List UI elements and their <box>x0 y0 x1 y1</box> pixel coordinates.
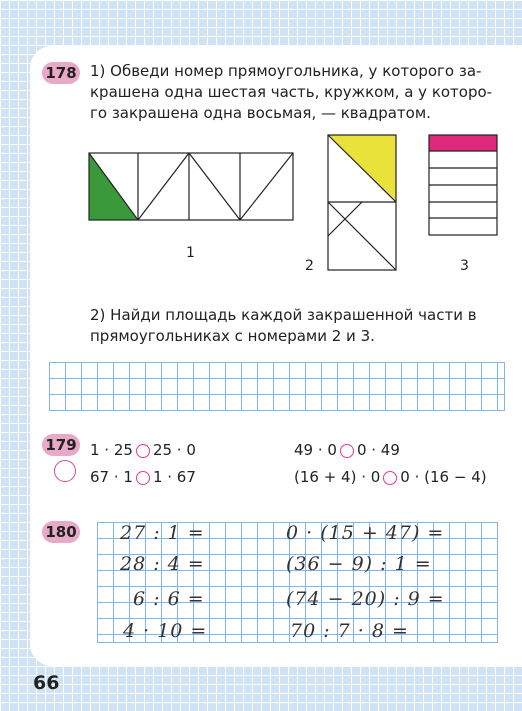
handwritten-expression: 28 : 4 = <box>120 553 205 575</box>
task-text-line: го закрашена одна восьмая, — квадратом. <box>90 104 431 122</box>
rectangle-label: 3 <box>460 258 469 274</box>
handwritten-expression: (36 − 9) : 1 = <box>286 553 432 575</box>
task-number-badge: 179 <box>42 434 80 456</box>
expression: 1 · 25 25 · 0 <box>90 441 196 459</box>
page-number: 66 <box>33 672 60 694</box>
expression: (16 + 4) · 0 0 · (16 − 4) <box>294 468 487 486</box>
expression: 49 · 0 0 · 49 <box>294 441 400 459</box>
rectangle-label: 1 <box>186 245 195 261</box>
task-number-badge: 178 <box>42 62 80 84</box>
task-number-badge: 180 <box>42 521 80 543</box>
rectangle-label: 2 <box>305 258 314 274</box>
task-text-line: 2) Найди площадь каждой закрашенной части в <box>90 306 477 324</box>
handwritten-expression: 70 : 7 · 8 = <box>290 620 409 642</box>
task-text-line: 1) Обведи номер прямоугольника, у которого за- <box>90 62 482 80</box>
pencil-icon <box>54 460 76 482</box>
handwritten-expression: 27 : 1 = <box>120 522 205 544</box>
handwritten-expression: 6 : 6 = <box>133 588 205 610</box>
answer-grid <box>49 362 505 411</box>
rectangle-3-figure <box>428 134 498 237</box>
handwritten-expression: (74 − 20) : 9 = <box>286 588 445 610</box>
expression: 67 · 1 1 · 67 <box>90 468 196 486</box>
rectangle-1-figure <box>88 152 294 222</box>
task-text-line: прямоугольниках с номерами 2 и 3. <box>90 327 375 345</box>
task-text-line: крашена одна шестая часть, кружком, а у которо- <box>90 83 493 101</box>
handwritten-expression: 0 · (15 + 47) = <box>286 522 445 544</box>
handwritten-expression: 4 · 10 = <box>123 620 208 642</box>
shaded-strip <box>429 135 497 151</box>
rectangle-2-figure <box>327 134 397 271</box>
